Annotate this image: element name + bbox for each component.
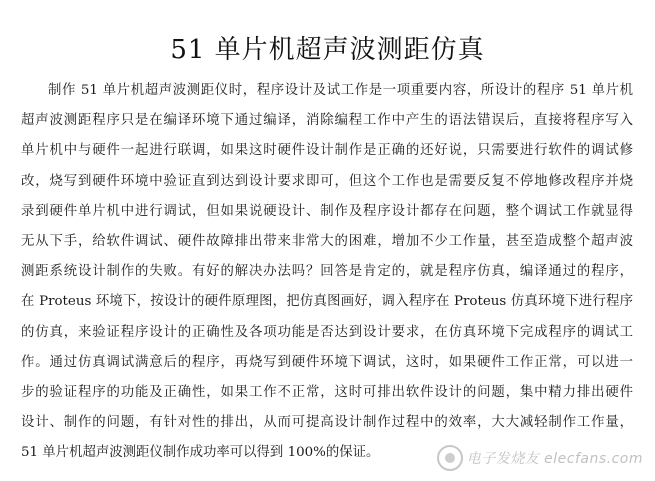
- paragraph-line-5: 录到硬件单片机中进行调试，但如果说硬设计、制作及程序设计都存在问题，整个调试工作就显得: [21, 203, 633, 219]
- paragraph-line-2: 超声波测距程序只是在编译环境下通过编译，消除编程工作中产生的语法错误后，直接将程序写入: [21, 113, 633, 129]
- paragraph-line-8: 在 Proteus 环境下，按设计的硬件原理图，把仿真图画好，调入程序在 Proteus 仿真环境下进行程序: [21, 294, 633, 310]
- body-paragraph: [21, 76, 633, 469]
- paragraph-line-7: 测距系统设计制作的失败。有好的解决办法吗？回答是肯定的，就是程序仿真，编译通过的程序，: [21, 264, 633, 280]
- paragraph-line-1: 制作 51 单片机超声波测距仪时，程序设计及试工作是一项重要内容，所设计的程序 51 单片机: [48, 83, 633, 98]
- paragraph-line-9: 的仿真，来验证程序设计的正确性及各项功能是否达到设计要求，在仿真环境下完成程序的调试工: [21, 324, 633, 340]
- paragraph-line-3: 单片机中与硬件一起进行联调，如果这时硬件设计制作是正确的还好说，只需要进行软件的调试修: [21, 143, 633, 159]
- paragraph-line-11: 步的验证程序的功能及正确性，如果工作不正常，这时可排出软件设计的问题，集中精力排出硬件: [21, 385, 633, 401]
- paragraph-line-13: 51 单片机超声波测距仪制作成功率可以得到 100%的保证。: [21, 445, 380, 461]
- paragraph-line-4: 改，烧写到硬件环境中验证直到达到设计要求即可，但这个工作也是需要反复不停地修改程序并烧: [21, 173, 633, 189]
- watermark-text: 电子发烧友 elecfans.com: [466, 451, 643, 467]
- paragraph-line-6: 无从下手，给软件调试、硬件故障排出带来非常大的困难，增加不少工作量，甚至造成整个超声波: [21, 234, 633, 250]
- paragraph-line-12: 设计、制作的问题，有针对性的排出，从而可提高设计制作过程中的效率，大大减轻制作工作量，: [21, 415, 633, 431]
- paragraph-line-10: 作。通过仿真调试满意后的程序，再烧写到硬件环境下调试，这时，如果硬件工作正常，可以进一: [21, 354, 633, 370]
- page-title: 51 单片机超声波测距仿真: [170, 35, 485, 66]
